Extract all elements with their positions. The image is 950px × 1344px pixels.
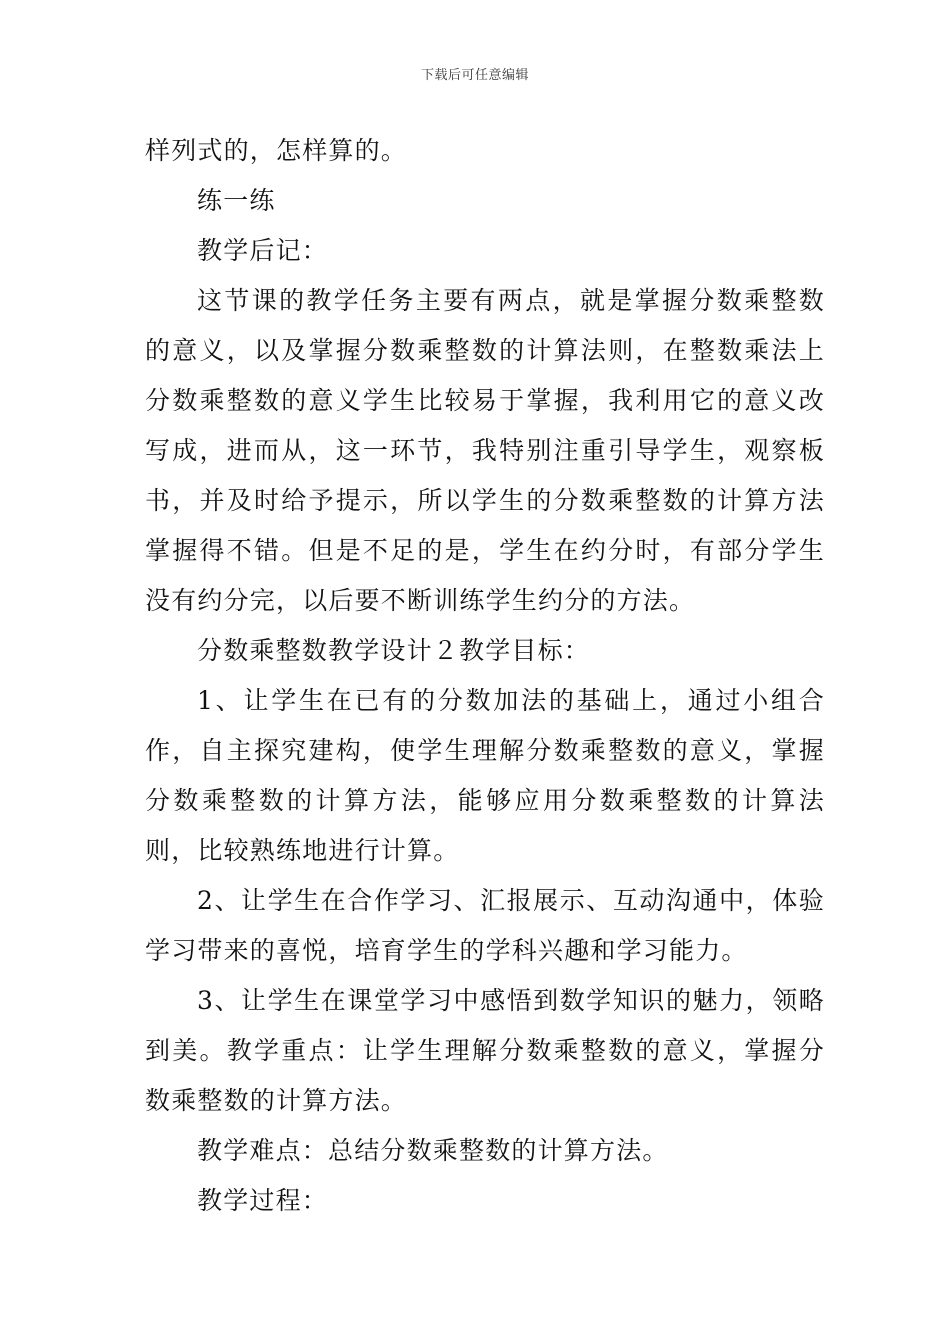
- paragraph-objective-3: 3、让学生在课堂学习中感悟到数学知识的魅力，领略到美。教学重点：让学生理解分数乘整数的意义，掌握分数乘整数的计算方法。: [145, 986, 825, 1115]
- paragraph-difficulty: 教学难点：总结分数乘整数的计算方法。: [197, 1136, 669, 1165]
- paragraph-continuation: 样列式的，怎样算的。: [145, 136, 408, 165]
- paragraph-design-objectives-heading: 分数乘整数教学设计２教学目标：: [197, 636, 591, 665]
- paragraph-objective-2: 2、让学生在合作学习、汇报展示、互动沟通中，体验学习带来的喜悦，培育学生的学科兴趣和学习能力。: [145, 886, 825, 965]
- document-body: [145, 126, 825, 1226]
- page-header: 下载后可任意编辑: [420, 68, 529, 83]
- paragraph-teaching-notes-heading: 教学后记：: [197, 236, 329, 265]
- paragraph-objective-1: 1、让学生在已有的分数加法的基础上，通过小组合作，自主探究建构，使学生理解分数乘整数的意义，掌握分数乘整数的计算方法，能够应用分数乘整数的计算法则，比较熟练地进行计算。: [145, 686, 825, 865]
- paragraph-teaching-notes: 这节课的教学任务主要有两点，就是掌握分数乘整数的意义，以及掌握分数乘整数的计算法则，在整数乘法上分数乘整数的意义学生比较易于掌握，我利用它的意义改写成，进而从，这一环节，我特别注重引导学生，观察板书，并及时给予提示，所以学生的分数乘整数的计算方法掌握得不错。但是不足的是，学生在约分时，有部分学生没有约分完，以后要不断训练学生约分的方法。: [145, 286, 825, 615]
- paragraph-practice-heading: 练一练: [197, 186, 276, 215]
- paragraph-process-heading: 教学过程：: [197, 1186, 329, 1215]
